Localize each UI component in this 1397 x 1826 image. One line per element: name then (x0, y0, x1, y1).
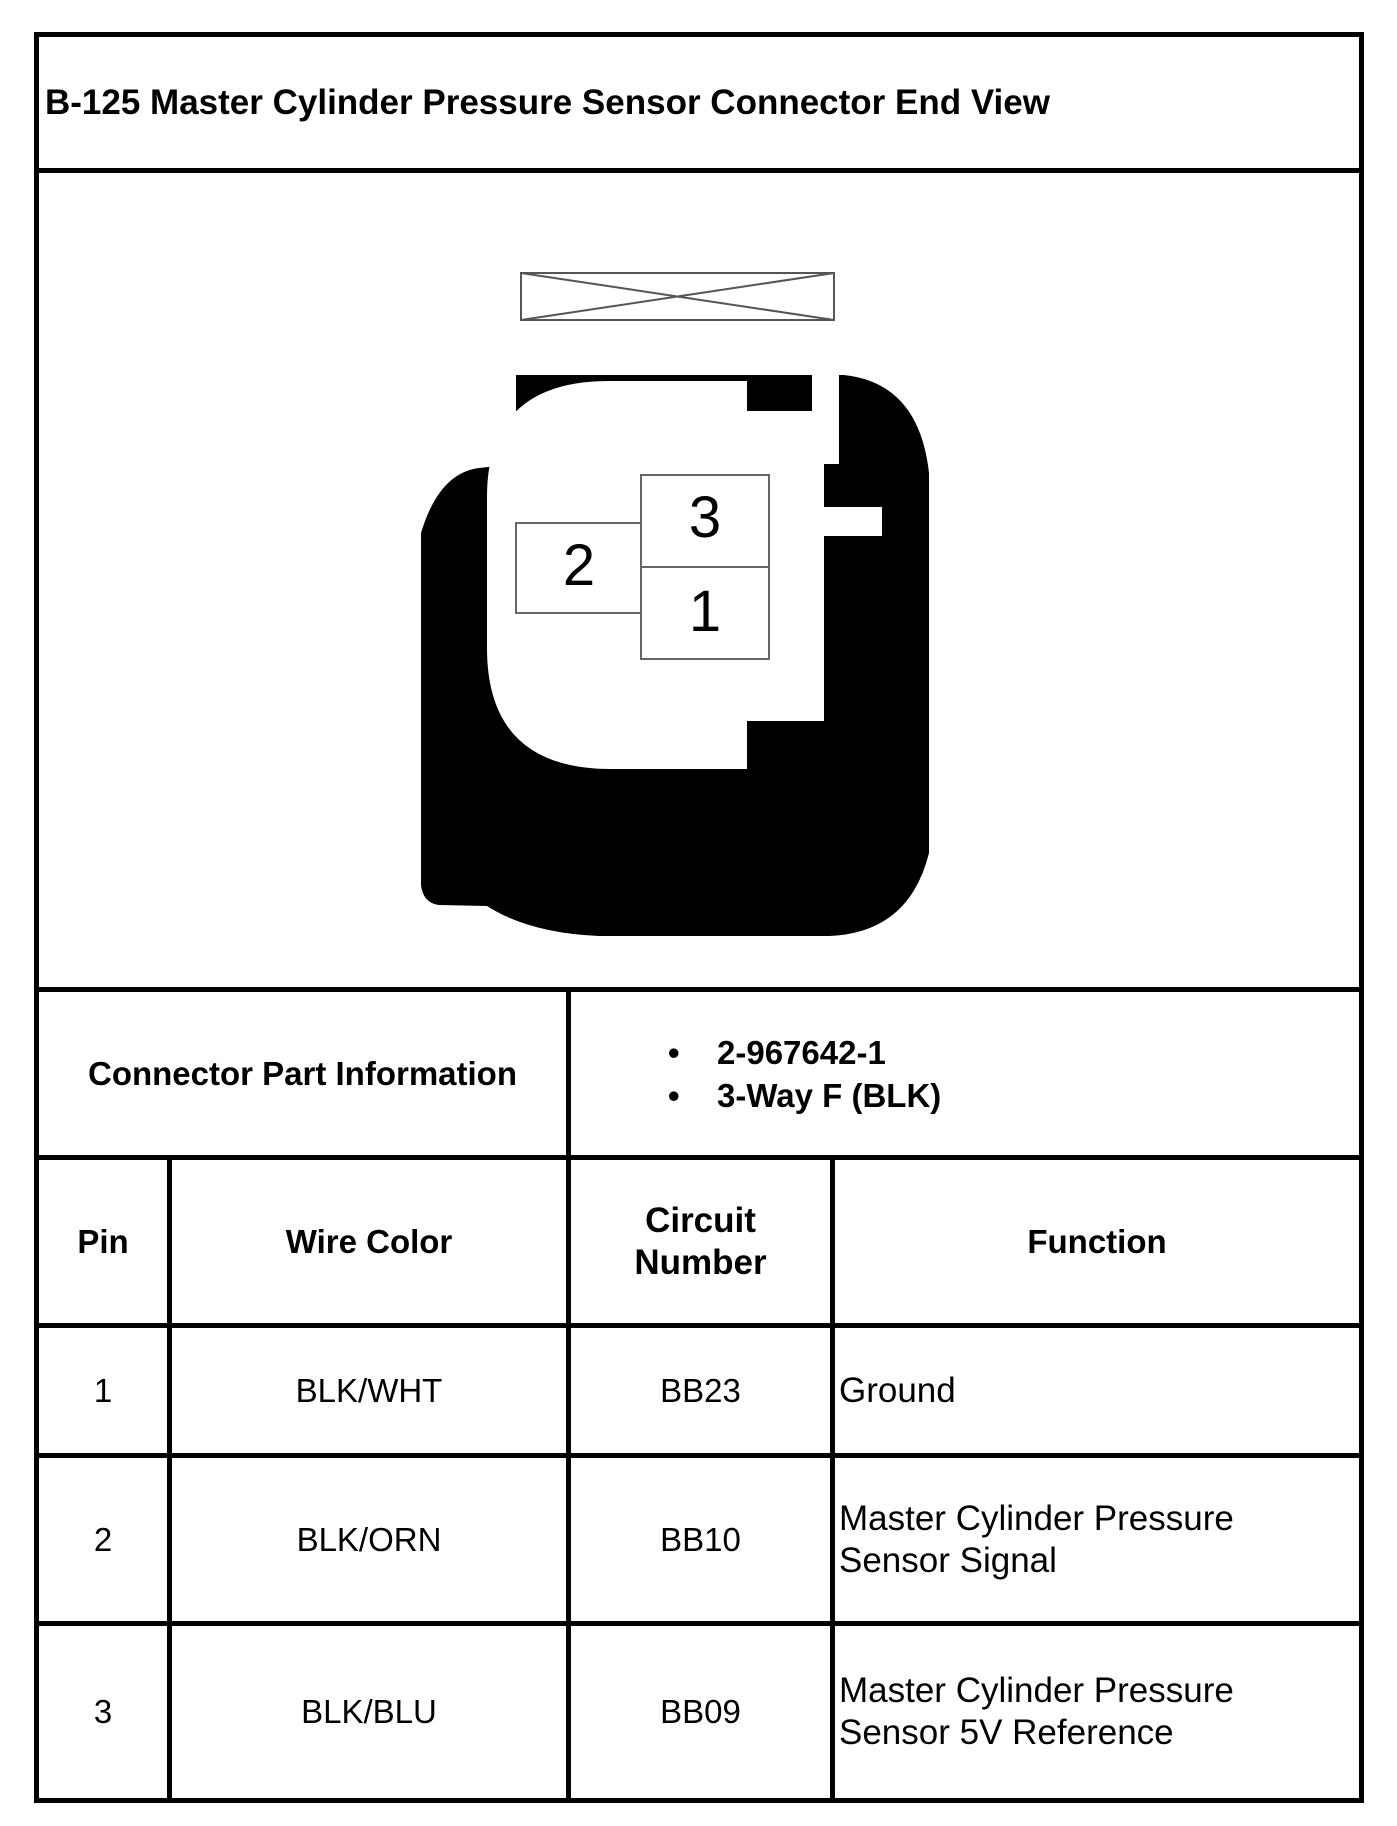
connector-type: • 3-Way F (BLK) (668, 1074, 941, 1117)
column-header-circuit-number (571, 1160, 830, 1323)
table-cell-circuit: BB23 (660, 1371, 741, 1409)
header-line: Number (634, 1242, 767, 1282)
table-cell-wire-color: BLK/WHT (295, 1371, 443, 1409)
part-number: • 2-967642-1 (668, 1031, 941, 1074)
pin-number-label: 1 (688, 579, 722, 644)
table-cell-pin: 1 (93, 1371, 113, 1409)
connector-drawing (39, 173, 1359, 987)
connector-end-view-diagram (39, 173, 1359, 987)
function-line: Sensor Signal (839, 1540, 1057, 1580)
function-line: Master Cylinder Pressure (839, 1671, 1234, 1710)
function-line: Master Cylinder Pressure (839, 1498, 1234, 1538)
column-header-pin: Pin (77, 1222, 129, 1260)
table-cell-circuit: BB10 (660, 1520, 741, 1558)
table-cell-function (835, 1458, 1359, 1621)
page-title: B-125 Master Cylinder Pressure Sensor Connector End View (45, 82, 1050, 122)
connector-document (34, 32, 1364, 1803)
function-line: Ground (839, 1370, 956, 1410)
table-cell-wire-color: BLK/BLU (301, 1693, 437, 1730)
table-cell-function (835, 1626, 1359, 1798)
function-line: Sensor 5V Reference (839, 1713, 1174, 1752)
table-cell-function (835, 1328, 1359, 1453)
table-cell-pin: 2 (93, 1520, 113, 1558)
table-cell-circuit: BB09 (660, 1693, 741, 1730)
column-header-function: Function (1027, 1222, 1167, 1260)
part-info-list (571, 992, 1359, 1155)
pin-number-label: 3 (688, 485, 722, 550)
table-cell-pin: 3 (93, 1693, 113, 1730)
table-cell-wire-color: BLK/ORN (296, 1520, 442, 1558)
part-info-label: Connector Part Information (87, 1054, 518, 1092)
header-line: Circuit (645, 1200, 756, 1240)
pin-number-label: 2 (562, 533, 596, 598)
column-header-wire-color: Wire Color (285, 1222, 453, 1260)
